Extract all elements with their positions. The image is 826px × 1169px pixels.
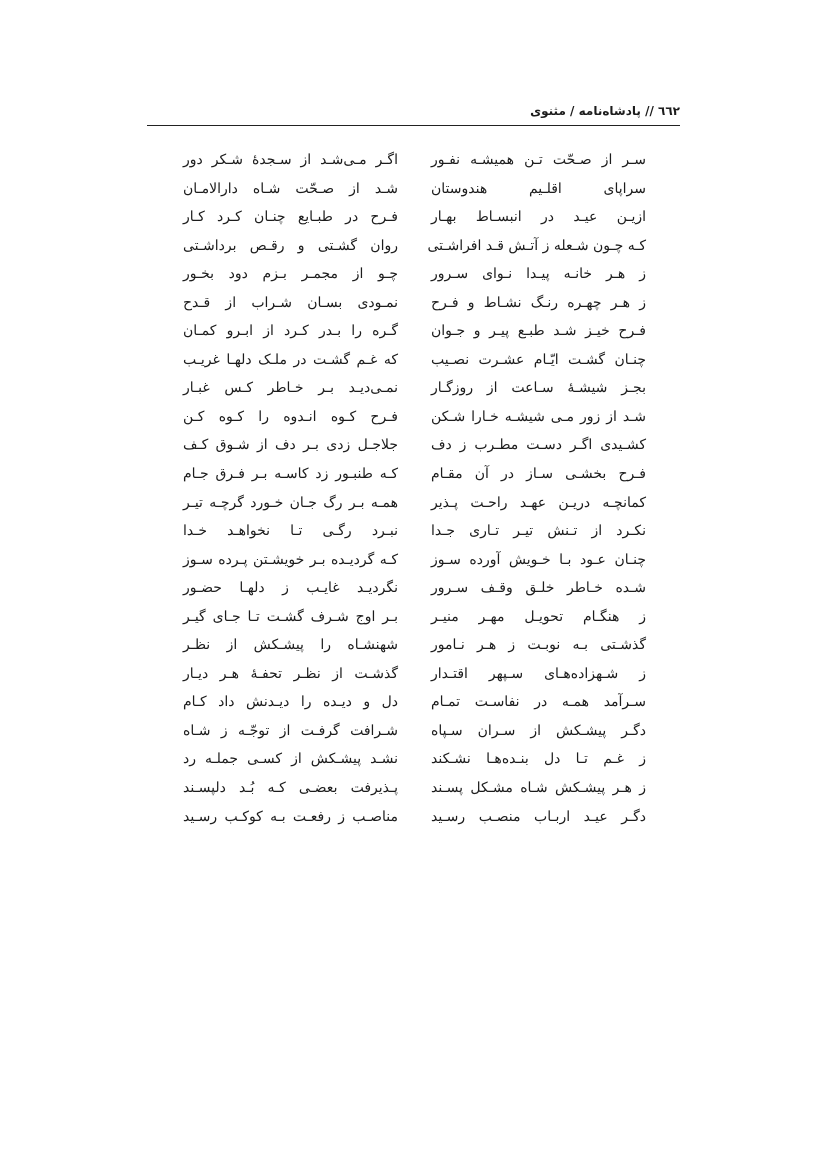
verse-line-left: نمـی‌دیـد بـر خـاطر کـس غبـار <box>183 380 398 397</box>
verse-line-left: کـه گردیـده بـر خویشـتن پـرده سـوز <box>183 551 398 568</box>
verse-line-right: نکـرد از تـنش تیـر تـاری جـدا <box>431 523 646 540</box>
verse-line-left: مناصـب ز رفعـت بـه کوکـب رسـید <box>183 808 398 825</box>
verse-line-left: شـرافت گرفـت از توجّـه ز شـاه <box>183 722 398 739</box>
verse-line-left: همـه بـر رگ جـان خـورد گرچـه تیـر <box>183 494 398 511</box>
verse-line-left: دل و دیـده را دیـدنش داد کـام <box>183 694 398 711</box>
verse-line-right: فـرح خیـز شـد طبـع پیـر و جـوان <box>431 323 646 340</box>
verse-line-right: ز هنگـام تحویـل مهـر منیـر <box>431 608 646 625</box>
verse-line-left: چـو از مجمـر بـزم دود بخـور <box>183 266 398 283</box>
verse-line-left: بـر اوج شـرف گشـت تـا جـای گیـر <box>183 608 398 625</box>
verse-line-right: چنـان گشـت ایّـام عشـرت نصـیب <box>431 351 646 368</box>
verse-line-right: سـر از صـحّت تـن همیشـه نفـور <box>431 152 646 168</box>
verse-line-left: نبـرد رگـی تـا نخواهـد خـدا <box>183 523 398 540</box>
verse-line-right: ز شـهزاده‌هـای سـپهر اقتـدار <box>431 665 646 682</box>
verse-line-right: بجـز شیشـهٔ سـاعت از روزگـار <box>431 380 646 397</box>
verse-line-left: اگـر مـی‌شـد از سـجدهٔ شـکر دور <box>183 152 398 168</box>
verse-line-left: فـرح کـوه انـدوه را کـوه کـن <box>183 408 398 425</box>
verse-line-right: کشـیدی اگـر دسـت مطـرب ز دف <box>431 437 646 454</box>
verse-column-right <box>427 146 646 831</box>
verse-line-left: پـذیرفت بعضـی کـه بُـد دلپسـند <box>183 780 398 797</box>
verse-line-right: ز هـر پیشـکش شـاه مشـکل پسـند <box>431 780 646 797</box>
verse-line-left: که غـم گشـت در ملـک دلهـا غریـب <box>183 351 398 368</box>
verse-line-right: کمانچـه دریـن عهـد راحـت پـذیر <box>431 494 646 511</box>
verse-line-right: ازیـن عیـد در انبسـاط بهـار <box>431 209 646 226</box>
verse-line-left: کـه طنبـور زد کاسـه بـر فـرق جـام <box>183 466 398 483</box>
verse-line-right: سراپای اقلـیم هندوستان <box>431 180 646 197</box>
running-title: ٦٦٢ // پادشاه‌نامه / مثنوی <box>530 104 680 118</box>
verse-line-right: ز غـم تـا دل بنـده‌هـا نشـکند <box>431 751 646 768</box>
verse-line-left: شهنشـاه را پیشـکش از نظـر <box>183 637 398 654</box>
verse-line-right: گذشـتی بـه نوبـت ز هـر نـامور <box>431 637 646 654</box>
header-rule <box>147 125 680 126</box>
verse-line-right: دگـر عیـد اربـاب منصـب رسـید <box>431 808 646 825</box>
verse-line-right: دگـر پیشـکش از سـران سـپاه <box>431 722 646 739</box>
verse-line-left: نگردیـد غایـب ز دلهـا حضـور <box>183 580 398 597</box>
verse-line-left: گـره را بـدر کـرد از ابـرو کمـان <box>183 323 398 340</box>
verse-line-left: جلاجـل زدی بـر دف از شـوق کـف <box>183 437 398 454</box>
verse-line-left: گذشـت از نظـر تحفـهٔ هـر دیـار <box>183 665 398 682</box>
verse-line-right: فـرح بخشـی سـاز در آن مقـام <box>431 466 646 483</box>
page-header <box>147 102 680 124</box>
verse-column-left <box>183 146 398 831</box>
verse-line-left: شـد از صـحّت شـاه دارالامـان <box>183 180 398 197</box>
verse-line-right: ز هـر چهـره رنـگ نشـاط و فـرح <box>431 294 646 311</box>
verse-line-right: سـرآمد همـه در نفاسـت تمـام <box>431 694 646 711</box>
verse-line-left: نشـد پیشـکش از کسـی جملـه رد <box>183 751 398 768</box>
verse-line-right: کـه چـون شـعله ز آتـش قـد افراشـتی <box>427 237 646 254</box>
verse-line-right: شـد از زور مـی شیشـه خـارا شـکن <box>431 408 646 425</box>
verse-line-left: نمـودی بسـان شـراب از قـدح <box>183 294 398 311</box>
verse-line-right: چنـان عـود بـا خـویش آورده سـوز <box>431 551 646 568</box>
verse-line-right: شـده خـاطر خلـق وقـف سـرور <box>431 580 646 597</box>
verse-line-left: فـرح در طبـایع چنـان کـرد کـار <box>183 209 398 226</box>
verse-line-left: روان گشـتی و رقـص برداشـتی <box>183 237 398 254</box>
verse-line-right: ز هـر خانـه پیـدا نـوای سـرور <box>431 266 646 283</box>
